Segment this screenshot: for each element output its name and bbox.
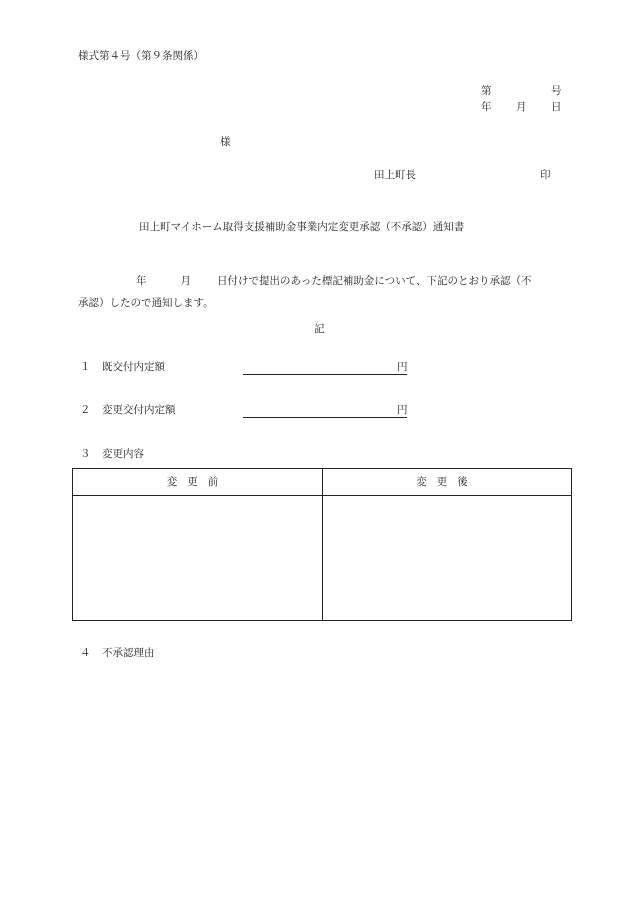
table-divider-vertical — [322, 469, 323, 620]
date-month: 月 — [516, 101, 527, 113]
item-2-amount-line — [243, 417, 407, 418]
header-before: 変更前 — [166, 476, 229, 488]
item-1-amount-line — [243, 374, 407, 375]
item-3-label: 変更内容 — [102, 448, 144, 460]
header-after: 変更後 — [416, 476, 478, 488]
ki-heading: 記 — [314, 323, 325, 335]
doc-number-suffix: 号 — [551, 85, 562, 97]
date-day: 日 — [551, 101, 562, 113]
body-year: 年 — [136, 275, 147, 287]
issuer-seal: 印 — [540, 169, 551, 181]
item-4-label: 不承認理由 — [102, 647, 155, 659]
issuer-title: 田上町長 — [374, 169, 416, 181]
item-1-unit: 円 — [397, 361, 408, 373]
item-2-unit: 円 — [397, 404, 408, 416]
change-table — [72, 468, 572, 621]
item-2-number: ２ — [80, 404, 91, 416]
body-text-line2: 承認）したので通知します。 — [78, 297, 214, 309]
item-4-number: ４ — [80, 647, 91, 659]
item-3-number: ３ — [80, 448, 91, 460]
doc-number-prefix: 第 — [481, 85, 492, 97]
item-2-label: 変更交付内定額 — [102, 404, 176, 416]
body-text-line1: 日付けで提出のあった標記補助金について、下記のとおり承認（不 — [217, 275, 532, 287]
date-year: 年 — [481, 101, 492, 113]
body-month: 月 — [180, 275, 191, 287]
form-number: 様式第４号（第９条関係） — [78, 50, 204, 62]
body-paragraph — [78, 270, 564, 314]
table-divider-horizontal — [73, 495, 571, 496]
document-title: 田上町マイホーム取得支援補助金事業内定変更承認（不承認）通知書 — [139, 221, 465, 233]
addressee-honorific: 様 — [220, 136, 231, 148]
item-1-label: 既交付内定額 — [102, 361, 165, 373]
item-1-number: １ — [80, 361, 91, 373]
